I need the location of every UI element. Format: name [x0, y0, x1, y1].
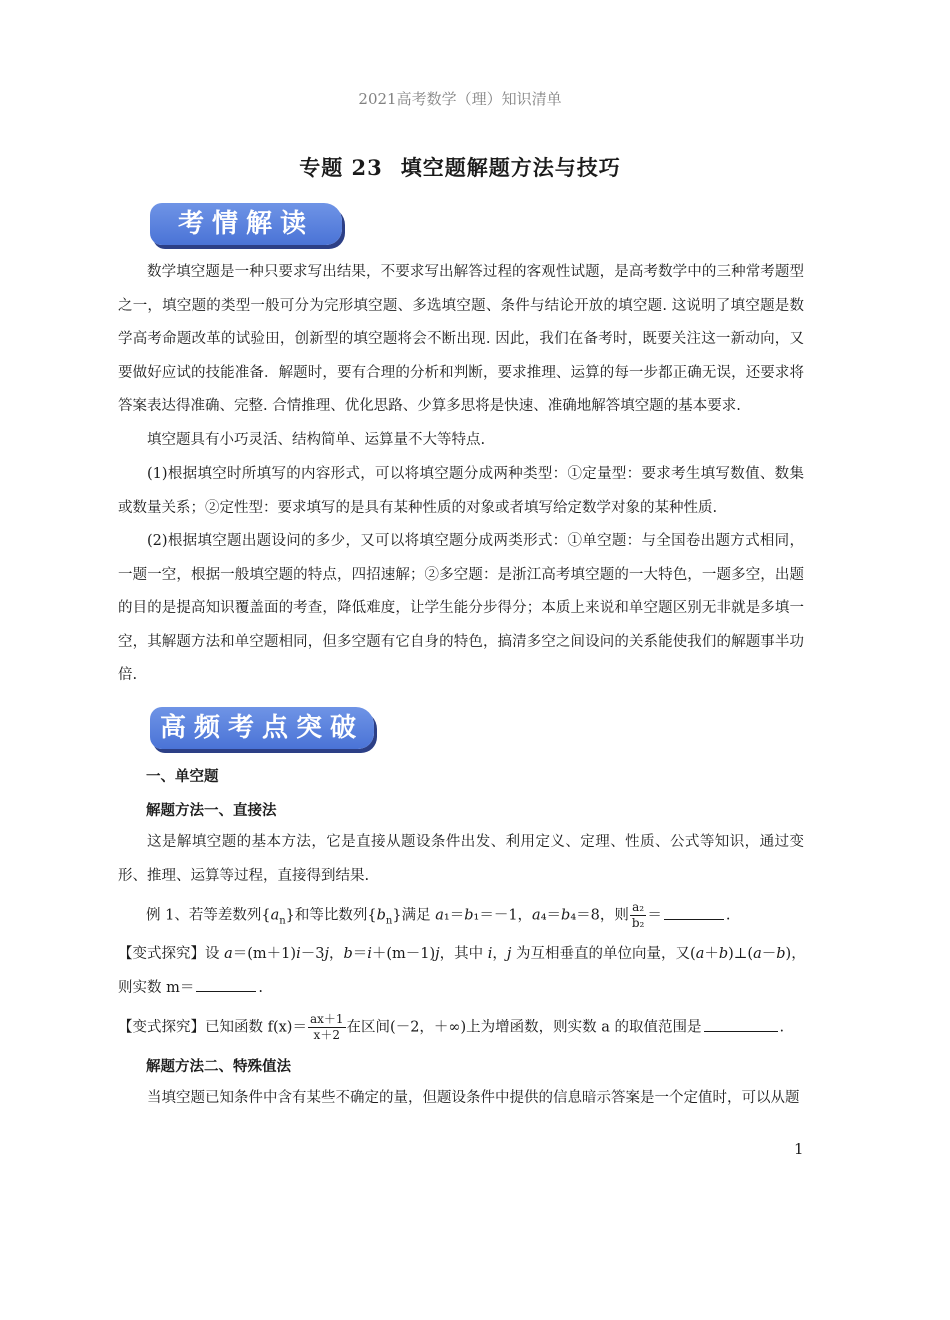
variant-2: 【变式探究】已知函数 f(x)＝ $\frac{ax+1}{x+2}$ 在区间(－2，＋∞)上为增函数，则实数 a 的取值范围是 . [118, 1012, 785, 1042]
heading-method-special-value: 解题方法二、特殊值法 [146, 1058, 291, 1075]
heading-single-blank: 一、单空题 [146, 768, 219, 785]
fraction-a2-b2: $\frac{\text{a₂}}{\text{b₂}}$ [631, 900, 645, 930]
answer-blank [196, 977, 256, 992]
method-special-value-text: 当填空题已知条件中含有某些不确定的量，但题设条件中提供的信息暗示答案是一个定值时，可以从题 [147, 1090, 800, 1106]
banner-exam-analysis: 考情解读 [150, 203, 342, 245]
variant-1-line-2: 则实数 m＝ . [118, 976, 808, 997]
title-topic-number: 专题 23 [299, 155, 383, 180]
forms-paragraph: (2)根据填空题出题设问的多少，又可以将填空题分成两类形式：①单空题：与全国卷出题方式相同，一题一空，根据一般填空题的特点，四招速解；②多空题：是浙江高考填空题的一大特色，一题多空，出题的目的是提高知识覆盖面的考查，降低难度，让学生能分步得分；本质上来说和单空题区别无非就是多填一空，其解题方法和单空题相同，但多空题有它自身的特色，搞清多空之间设问的关系能使我们的解题事半功倍. [118, 533, 804, 683]
running-header: 2021高考数学（理）知识清单 [358, 90, 562, 108]
heading-method-direct: 解题方法一、直接法 [146, 802, 277, 819]
title-topic-name: 填空题解题方法与技巧 [400, 155, 621, 180]
features-paragraph: 填空题具有小巧灵活、结构简单、运算量不大等特点. [147, 432, 486, 448]
answer-blank [664, 905, 724, 920]
variant-1: 【变式探究】设 a＝(m＋1)i－3j，b＝i＋(m－1)j，其中 i，j 为互相垂直的单位向量，又(a＋b)⊥(a－b)， [118, 946, 806, 962]
types-paragraph: (1)根据填空时所填写的内容形式，可以将填空题分成两种类型：①定量型：要求考生填写数值、数集或数量关系；②定性型：要求填写的是具有某种性质的对象或者填写给定数学对象的某种性质. [118, 466, 804, 516]
fraction-ax1-x2: $\frac{ax+1}{x+2}$ [309, 1012, 344, 1042]
example-1: 例 1、若等差数列$\{a_n\}$和等比数列$\{b_n\}$满足 a₁＝b₁＝－1，a₄＝b₄＝8，则 $\frac{\text{a₂}}{\text{b₂}}$ ＝ . [146, 900, 731, 930]
method-direct-text: 这是解填空题的基本方法，它是直接从题设条件出发、利用定义、定理、性质、公式等知识，通过变形、推理、运算等过程，直接得到结果. [118, 834, 804, 884]
answer-blank [704, 1017, 778, 1032]
banner-key-points: 高频考点突破 [150, 707, 374, 749]
intro-paragraph: 数学填空题是一种只要求写出结果，不要求写出解答过程的客观性试题，是高考数学中的三种常考题型之一，填空题的类型一般可分为完形填空题、多选填空题、条件与结论开放的填空题. 这说明了填空题是数学高考命题改革的试验田，创新型的填空题将会不断出现. 因此，我们在备考时，既要关注这一新动向，又要做好应试的技能准备．解题时，要有合理的分析和判断，要求推理、运算的每一步都正确无误，还要求将答案表达得准确、完整. 合情推理、优化思路、少算多思将是快速、准确地解答填空题的基本要求. [118, 264, 804, 414]
page-number: 1 [794, 1140, 804, 1158]
document-title [0, 152, 920, 182]
